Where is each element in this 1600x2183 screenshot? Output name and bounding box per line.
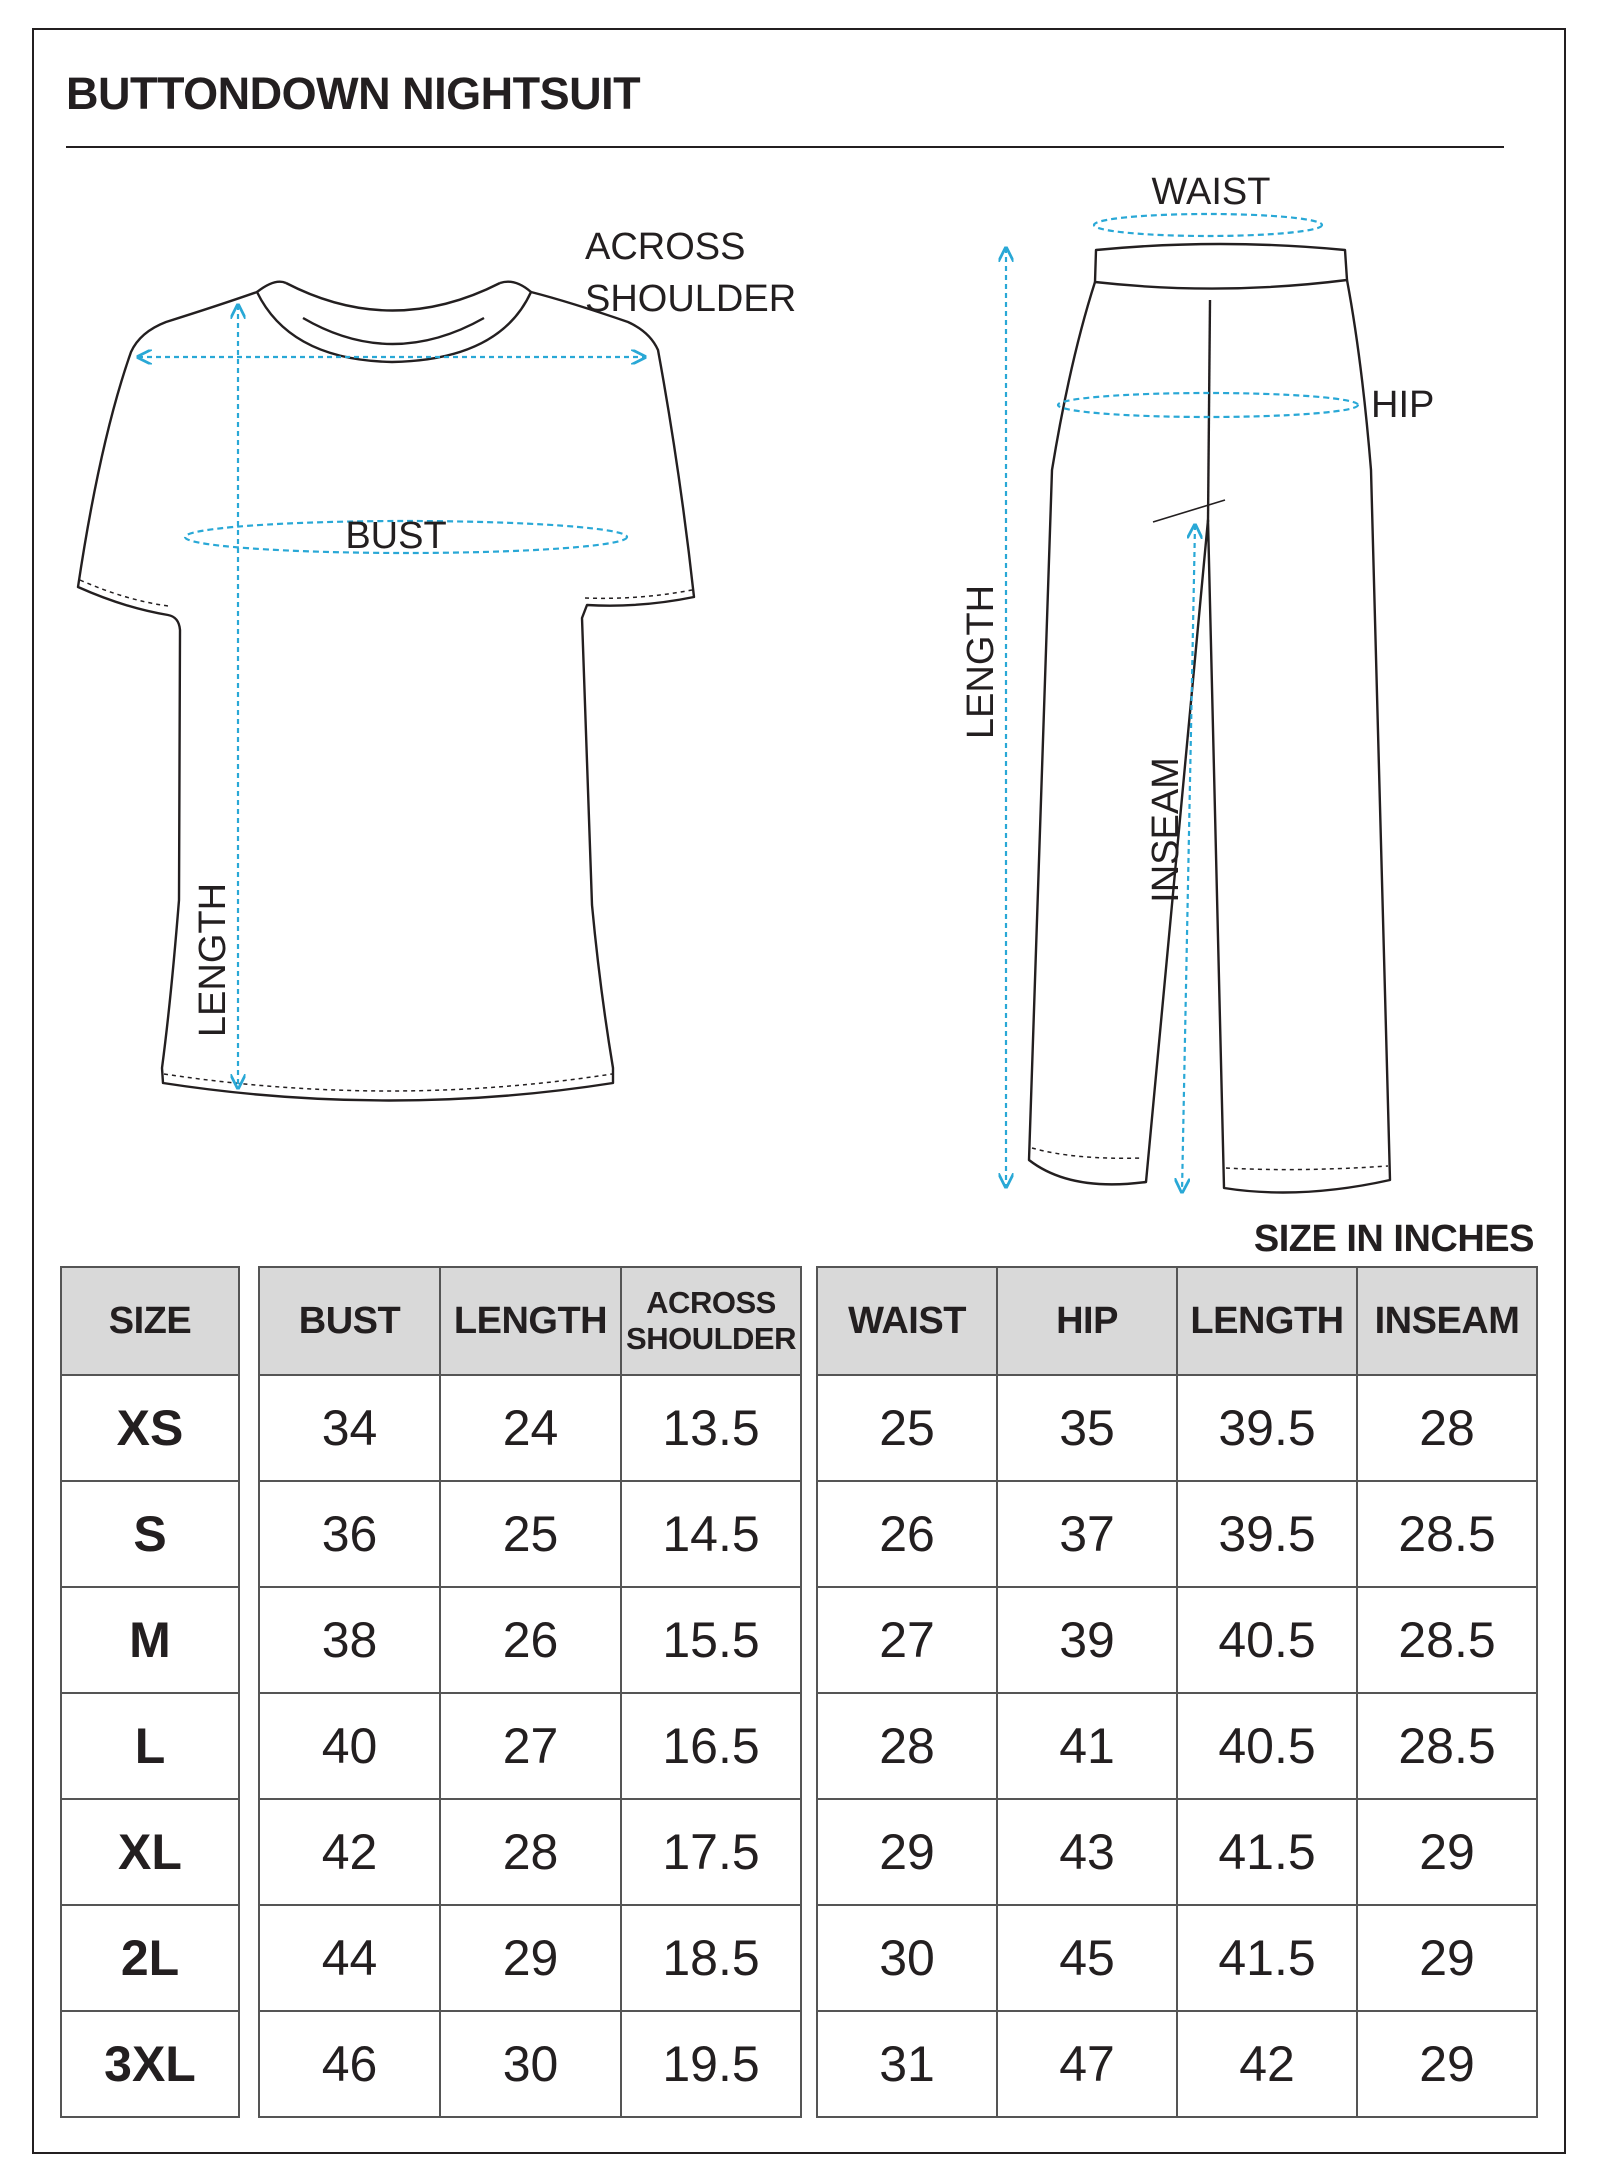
cell-size: XS	[61, 1375, 239, 1481]
table-row	[61, 1905, 239, 2011]
cell-top-length: 28	[440, 1799, 621, 1905]
pants-measure-lines	[1006, 214, 1358, 1192]
size-header: SIZE	[61, 1267, 239, 1375]
cell-across-shoulder: 14.5	[621, 1481, 801, 1587]
bottom-length-header: LENGTH	[1177, 1267, 1357, 1375]
cell-hip: 37	[997, 1481, 1177, 1587]
table-row	[61, 1799, 239, 1905]
inseam-header: INSEAM	[1357, 1267, 1537, 1375]
cell-size: 2L	[61, 1905, 239, 2011]
cell-bottom-length: 41.5	[1177, 1799, 1357, 1905]
cell-waist: 29	[817, 1799, 997, 1905]
cell-size: XL	[61, 1799, 239, 1905]
table-row	[817, 1799, 1537, 1905]
label-bust: BUST	[345, 515, 447, 557]
cell-waist: 26	[817, 1481, 997, 1587]
table-row	[817, 1905, 1537, 2011]
cell-bottom-length: 39.5	[1177, 1481, 1357, 1587]
table-row	[817, 1587, 1537, 1693]
cell-inseam: 29	[1357, 2011, 1537, 2117]
cell-top-length: 30	[440, 2011, 621, 2117]
cell-bust: 46	[259, 2011, 440, 2117]
cell-inseam: 28.5	[1357, 1481, 1537, 1587]
table-row	[61, 1587, 239, 1693]
cell-hip: 41	[997, 1693, 1177, 1799]
table-row	[61, 1375, 239, 1481]
table-row	[259, 1799, 801, 1905]
pants-illustration	[1029, 244, 1390, 1193]
cell-inseam: 29	[1357, 1905, 1537, 2011]
cell-top-length: 24	[440, 1375, 621, 1481]
label-bottom-length: LENGTH	[960, 584, 1002, 740]
page-title: BUTTONDOWN NIGHTSUIT	[66, 68, 641, 119]
cell-across-shoulder: 15.5	[621, 1587, 801, 1693]
cell-bottom-length: 40.5	[1177, 1587, 1357, 1693]
cell-size: S	[61, 1481, 239, 1587]
cell-inseam: 28	[1357, 1375, 1537, 1481]
label-waist: WAIST	[1151, 171, 1271, 213]
label-inseam: INSEAM	[1145, 757, 1187, 903]
cell-bottom-length: 41.5	[1177, 1905, 1357, 2011]
cell-bottom-length: 40.5	[1177, 1693, 1357, 1799]
table-row	[61, 2011, 239, 2117]
cell-bust: 36	[259, 1481, 440, 1587]
cell-hip: 45	[997, 1905, 1177, 2011]
table-row	[817, 1375, 1537, 1481]
label-across-shoulder-2: SHOULDER	[585, 278, 797, 320]
cell-hip: 35	[997, 1375, 1177, 1481]
table-row	[817, 1693, 1537, 1799]
cell-waist: 25	[817, 1375, 997, 1481]
bust-header: BUST	[259, 1267, 440, 1375]
table-row	[259, 1905, 801, 2011]
cell-top-length: 26	[440, 1587, 621, 1693]
label-top-length: LENGTH	[192, 882, 234, 1038]
table-row	[259, 1375, 801, 1481]
cell-bust: 40	[259, 1693, 440, 1799]
top-measurements-table	[258, 1266, 802, 2118]
cell-size: 3XL	[61, 2011, 239, 2117]
cell-across-shoulder: 19.5	[621, 2011, 801, 2117]
bottom-measurements-table	[816, 1266, 1538, 2118]
unit-note: SIZE IN INCHES	[1253, 1218, 1534, 1260]
cell-inseam: 29	[1357, 1799, 1537, 1905]
cell-across-shoulder: 18.5	[621, 1905, 801, 2011]
table-row	[259, 1481, 801, 1587]
cell-bust: 34	[259, 1375, 440, 1481]
hip-header: HIP	[997, 1267, 1177, 1375]
cell-size: M	[61, 1587, 239, 1693]
table-row	[259, 1693, 801, 1799]
cell-hip: 43	[997, 1799, 1177, 1905]
cell-top-length: 25	[440, 1481, 621, 1587]
cell-size: L	[61, 1693, 239, 1799]
cell-bust: 42	[259, 1799, 440, 1905]
tshirt-illustration	[78, 282, 694, 1101]
table-row	[259, 2011, 801, 2117]
cell-top-length: 27	[440, 1693, 621, 1799]
cell-hip: 47	[997, 2011, 1177, 2117]
across-shoulder-header-line2: SHOULDER	[626, 1321, 796, 1356]
cell-bottom-length: 39.5	[1177, 1375, 1357, 1481]
cell-bottom-length: 42	[1177, 2011, 1357, 2117]
cell-bust: 44	[259, 1905, 440, 2011]
cell-across-shoulder: 13.5	[621, 1375, 801, 1481]
across-shoulder-header	[621, 1267, 801, 1375]
cell-across-shoulder: 17.5	[621, 1799, 801, 1905]
cell-waist: 28	[817, 1693, 997, 1799]
cell-waist: 27	[817, 1587, 997, 1693]
cell-inseam: 28.5	[1357, 1693, 1537, 1799]
cell-across-shoulder: 16.5	[621, 1693, 801, 1799]
waist-header: WAIST	[817, 1267, 997, 1375]
cell-inseam: 28.5	[1357, 1587, 1537, 1693]
cell-top-length: 29	[440, 1905, 621, 2011]
across-shoulder-header-line1: ACROSS	[646, 1285, 776, 1321]
table-row	[817, 2011, 1537, 2117]
label-across-shoulder-1: ACROSS	[585, 226, 746, 268]
table-row	[61, 1481, 239, 1587]
cell-waist: 31	[817, 2011, 997, 2117]
cell-waist: 30	[817, 1905, 997, 2011]
top-length-header: LENGTH	[440, 1267, 621, 1375]
table-row	[259, 1587, 801, 1693]
table-row	[817, 1481, 1537, 1587]
table-row	[61, 1693, 239, 1799]
size-table	[60, 1266, 240, 2118]
label-hip: HIP	[1371, 384, 1435, 426]
cell-hip: 39	[997, 1587, 1177, 1693]
cell-bust: 38	[259, 1587, 440, 1693]
